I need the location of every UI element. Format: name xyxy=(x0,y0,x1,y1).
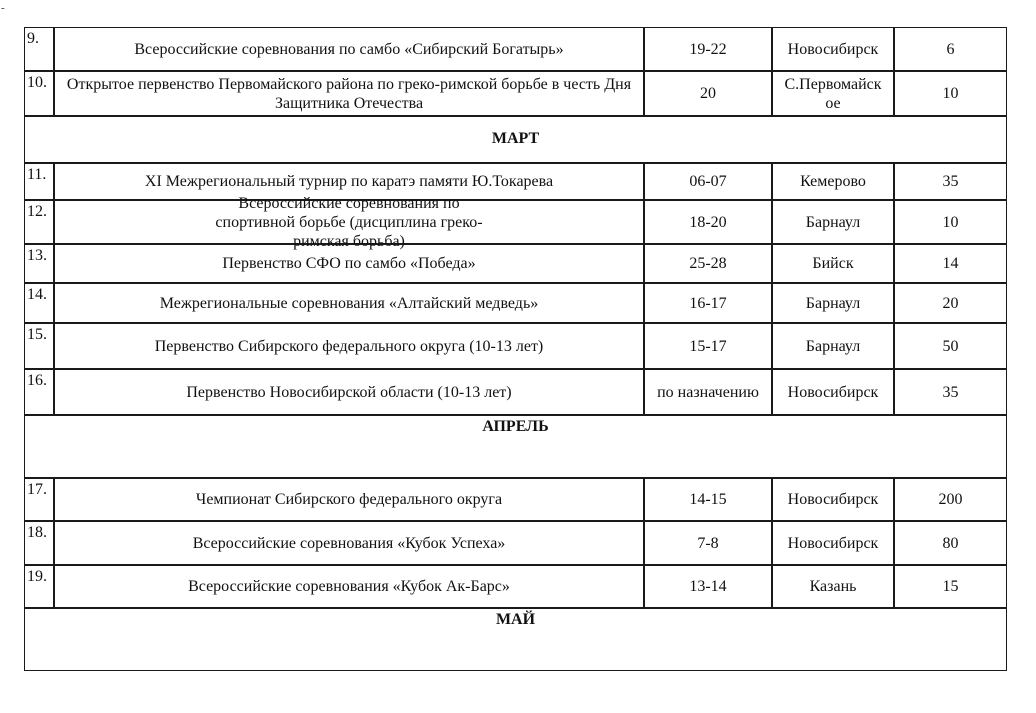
event-place: С.Первомайское xyxy=(772,71,894,116)
event-place: Кемерово xyxy=(772,163,894,200)
event-dates: 06-07 xyxy=(644,163,772,200)
event-place: Барнаул xyxy=(772,283,894,323)
participant-count: 35 xyxy=(894,163,1007,200)
month-header-march: МАРТ xyxy=(24,116,1007,163)
event-place: Новосибирск xyxy=(772,369,894,415)
row-number: 9. xyxy=(24,27,54,71)
event-name: Всероссийские соревнования по самбо «Сибирский Богатырь» xyxy=(54,27,644,71)
row-number: 13. xyxy=(24,244,54,283)
month-header-may: МАЙ xyxy=(24,608,1007,671)
participant-count: 20 xyxy=(894,283,1007,323)
participant-count: 6 xyxy=(894,27,1007,71)
event-name: Всероссийские соревнования по спортивной борьбе (дисциплина греко-римская борьба) xyxy=(54,200,644,244)
corner-mark: - xyxy=(1,2,5,14)
row-number: 19. xyxy=(24,565,54,608)
event-dates: 20 xyxy=(644,71,772,116)
participant-count: 14 xyxy=(894,244,1007,283)
event-name: Всероссийские соревнования «Кубок Успеха» xyxy=(54,521,644,565)
event-place: Барнаул xyxy=(772,200,894,244)
participant-count: 35 xyxy=(894,369,1007,415)
row-number: 14. xyxy=(24,283,54,323)
row-number: 16. xyxy=(24,369,54,415)
event-dates: 18-20 xyxy=(644,200,772,244)
event-name: Первенство Сибирского федерального округа (10-13 лет) xyxy=(54,323,644,369)
event-place: Новосибирск xyxy=(772,27,894,71)
event-dates: 13-14 xyxy=(644,565,772,608)
event-place: Барнаул xyxy=(772,323,894,369)
event-name: Первенство СФО по самбо «Победа» xyxy=(54,244,644,283)
event-name: Первенство Новосибирской области (10-13 лет) xyxy=(54,369,644,415)
event-dates: 16-17 xyxy=(644,283,772,323)
row-number: 18. xyxy=(24,521,54,565)
event-place: Новосибирск xyxy=(772,521,894,565)
event-dates: по назначению xyxy=(644,369,772,415)
event-place: Бийск xyxy=(772,244,894,283)
participant-count: 10 xyxy=(894,71,1007,116)
event-place: Новосибирск xyxy=(772,478,894,521)
event-dates: 7-8 xyxy=(644,521,772,565)
participant-count: 10 xyxy=(894,200,1007,244)
month-header-april: АПРЕЛЬ xyxy=(24,415,1007,478)
event-name: Всероссийские соревнования «Кубок Ак-Барс» xyxy=(54,565,644,608)
event-name: XI Межрегиональный турнир по каратэ памяти Ю.Токарева xyxy=(54,163,644,200)
event-dates: 25-28 xyxy=(644,244,772,283)
row-number: 12. xyxy=(24,200,54,244)
row-number: 15. xyxy=(24,323,54,369)
participant-count: 200 xyxy=(894,478,1007,521)
event-place: Казань xyxy=(772,565,894,608)
event-name: Чемпионат Сибирского федерального округа xyxy=(54,478,644,521)
event-name: Открытое первенство Первомайского района по греко-римской борьбе в честь Дня Защитника Отечества xyxy=(54,71,644,116)
participant-count: 15 xyxy=(894,565,1007,608)
row-number: 11. xyxy=(24,163,54,200)
event-dates: 19-22 xyxy=(644,27,772,71)
row-number: 17. xyxy=(24,478,54,521)
participant-count: 80 xyxy=(894,521,1007,565)
event-dates: 15-17 xyxy=(644,323,772,369)
participant-count: 50 xyxy=(894,323,1007,369)
row-number: 10. xyxy=(24,71,54,116)
event-name: Межрегиональные соревнования «Алтайский медведь» xyxy=(54,283,644,323)
event-dates: 14-15 xyxy=(644,478,772,521)
